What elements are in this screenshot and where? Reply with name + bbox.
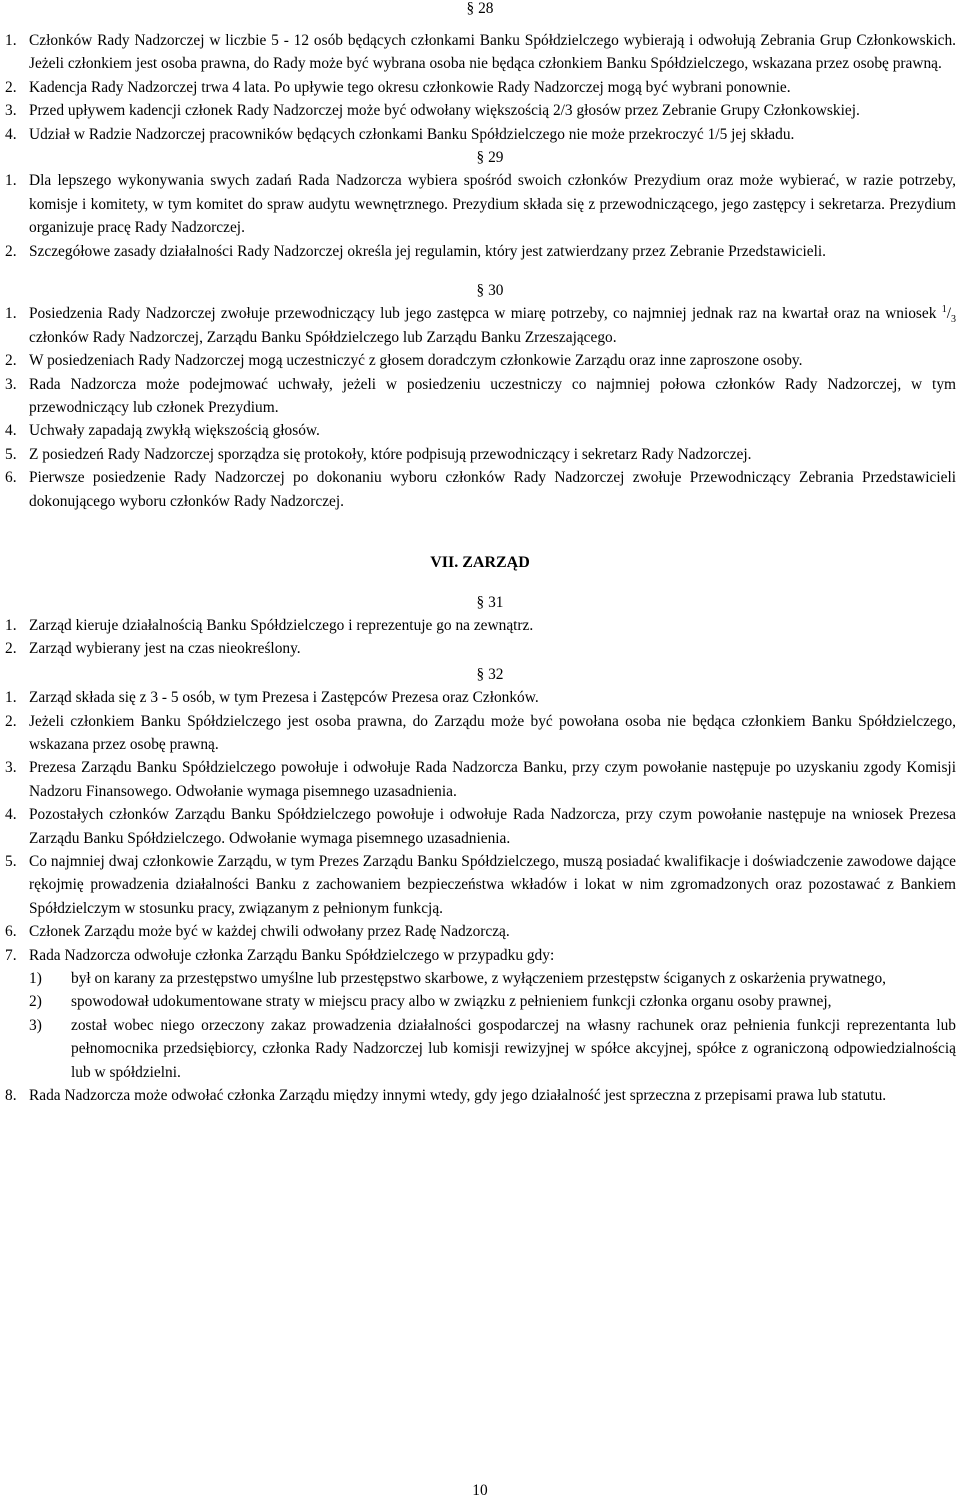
- section-heading-32: [0, 663, 960, 686]
- list-item: 6. Członek Zarządu może być w każdej chwili odwołany przez Radę Nadzorczą.: [5, 923, 510, 941]
- sub-list-item: 3) został wobec niego orzeczony zakaz prowadzenia działalności gospodarczej na własny rachunek oraz pełnienia funkcji reprezentanta lub pełnomocnika przedsiębiorcy, członka Rady Nadzorczej lub komisji rewizyjnej w spółce akcyjnej, spółce z ograniczoną odpowiedzialnością lub w spółdzielni.: [29, 1016, 956, 1081]
- list-item: 1. Zarząd kieruje działalnością Banku Spółdzielczego i reprezentuje go na zewnątrz.: [5, 616, 534, 634]
- section-symbol: §: [476, 665, 485, 683]
- section-number: 32: [488, 665, 504, 683]
- list-item: 4. Udział w Radzie Nadzorczej pracowników będących członkami Banku Spółdzielczego nie może przekroczyć 1/5 jej składu.: [5, 125, 795, 143]
- list-item: 4. Uchwały zapadają zwykłą większością głosów.: [5, 422, 320, 440]
- list-item: 8. Rada Nadzorcza może odwołać członka Zarządu między innymi wtedy, gdy jego działalność jest sprzeczna z przepisami prawa lub statutu.: [5, 1087, 887, 1104]
- list-item: 1. Dla lepszego wykonywania swych zadań Rada Nadzorcza wybiera spośród swoich członków Prezydium oraz może wybierać, w razie potrzeby, komisje i komitety, w tym komitet do spraw audytu wewnętrznego. Prezydium składa się z przewodniczącego, jego zastępcy i sekretarza. Prezydium organizuje pracę Rady Nadzorczej.: [5, 172, 956, 237]
- list-item: 1. Członków Rady Nadzorczej w liczbie 5 - 12 osób będących członkami Banku Spółdzielczego wybierają i odwołują Zebrania Grup Członkowskich. Jeżeli członkiem jest osoba prawna, do Rady może być wybrana osoba nie będąca członkiem Banku Spółdzielczego, wskazana przez osobę prawną.: [5, 32, 956, 73]
- fraction-denominator: 3: [951, 314, 956, 326]
- section-symbol: §: [466, 0, 475, 17]
- list-item: 3. Rada Nadzorcza może podejmować uchwały, jeżeli w posiedzeniu uczestniczy co najmniej połowa członków Rady Nadzorczej, w tym przewodniczący lub członek Prezydium.: [5, 375, 956, 417]
- section-heading-30: [0, 279, 960, 302]
- list-item: 5. Co najmniej dwaj członkowie Zarządu, w tym Prezes Zarządu Banku Spółdzielczego, muszą posiadać kwalifikacje i doświadczenie zawodowe dające rękojmię prowadzenia działalności Banku z zachowaniem bezpieczeństwa wkładów i lokat w nim zgromadzonych oraz pozostawać z Bankiem Spółdzielczym w stosunku pracy, związanym z pełnionym funkcją.: [5, 852, 956, 917]
- sub-list-item: 1) był on karany za przestępstwo umyślne lub przestępstwo skarbowe, z wyłączeniem przestępstw ściganych z oskarżenia prywatnego,: [29, 969, 886, 987]
- sub-list-item: 2) spowodował udokumentowane straty w miejscu pracy albo w związku z pełnieniem funkcji członka organu osoby prawnej,: [29, 993, 832, 1011]
- section-number: 31: [488, 593, 504, 611]
- fraction-separator: /: [946, 305, 951, 323]
- list-item: 2. Jeżeli członkiem Banku Spółdzielczego jest osoba prawna, do Zarządu może być powołana osoba nie będąca członkiem Banku Spółdzielczego, wskazana przez osobę prawną.: [5, 712, 956, 753]
- list-item: 3. Przed upływem kadencji członek Rady Nadzorczej może być odwołany większością 2/3 głosów przez Zebranie Grupy Członkowskiej.: [5, 102, 860, 120]
- section-number: 30: [488, 282, 504, 300]
- page-number: 10: [472, 1482, 488, 1499]
- list-item: 2. Kadencja Rady Nadzorczej trwa 4 lata. Po upływie tego okresu członkowie Rady Nadzorczej mogą być wybrani ponownie.: [5, 78, 791, 96]
- list-item: 2. W posiedzeniach Rady Nadzorczej mogą uczestniczyć z głosem doradczym członkowie Zarządu oraz inne zaproszone osoby.: [5, 352, 803, 370]
- list-item: 1. Posiedzenia Rady Nadzorczej zwołuje przewodniczący lub jego zastępca w miarę potrzeby, co najmniej jednak raz na kwartał oraz na wniosek $^1/_3$ członków Rady Nadzorczej, Zarządu Banku Spółdzielczego lub Zarządu Banku Zrzeszającego.: [5, 304, 956, 346]
- section-heading-28: [0, 0, 960, 20]
- section-symbol: §: [476, 149, 485, 167]
- list-item: 4. Pozostałych członków Zarządu Banku Spółdzielczego powołuje i odwołuje Rada Nadzorcza, przy czym powołanie następuje na wniosek Prezesa Zarządu Banku Spółdzielczego. Odwołanie wymaga pisemnego uzasadnienia.: [5, 806, 956, 847]
- list-item: 2. Zarząd wybierany jest na czas nieokreślony.: [5, 640, 301, 658]
- list-item: 5. Z posiedzeń Rady Nadzorczej sporządza się protokoły, które podpisują przewodniczący i sekretarz Rady Nadzorczej.: [5, 445, 752, 463]
- section-number: 29: [488, 149, 504, 167]
- section-number: 28: [478, 0, 494, 17]
- list-item: 6. Pierwsze posiedzenie Rady Nadzorczej po dokonaniu wyboru członków Rady Nadzorczej zwołuje Przewodniczący Zebrania Przedstawicieli dokonującego wyboru członków Rady Nadzorczej.: [5, 469, 956, 510]
- list-item: 7. Rada Nadzorcza odwołuje członka Zarządu Banku Spółdzielczego w przypadku gdy:: [5, 946, 555, 964]
- fraction-numerator: 1: [941, 304, 947, 316]
- section-heading-29: [0, 146, 960, 169]
- list-item: 2. Szczegółowe zasady działalności Rady Nadzorczej określa jej regulamin, który jest zatwierdzany przez Zebranie Przedstawicieli.: [5, 242, 826, 260]
- section-symbol: §: [476, 593, 485, 611]
- list-item: 1. Zarząd składa się z 3 - 5 osób, w tym Prezesa i Zastępców Prezesa oraz Członków.: [5, 689, 539, 707]
- section-heading-31: [0, 591, 960, 614]
- chapter-heading: VII. ZARZĄD: [430, 554, 530, 572]
- section-symbol: §: [476, 282, 485, 300]
- list-item: 3. Prezesa Zarządu Banku Spółdzielczego powołuje i odwołuje Rada Nadzorcza Banku, przy czym powołanie następuje po uzyskaniu zgody Komisji Nadzoru Finansowego. Odwołanie wymaga pisemnego uzasadnienia.: [5, 759, 956, 800]
